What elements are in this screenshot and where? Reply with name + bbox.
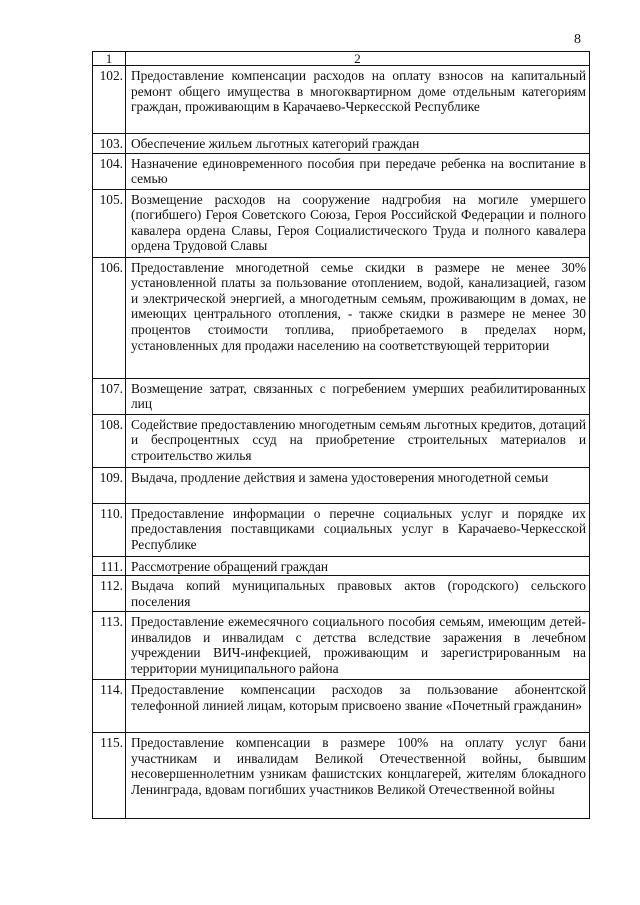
header-col-service: 2 — [126, 52, 590, 66]
row-number: 113. — [93, 612, 126, 680]
header-col-number: 1 — [93, 52, 126, 66]
row-number: 103. — [93, 134, 126, 154]
row-service-text: Выдача, продление действия и замена удостоверения многодетной семьи — [126, 467, 590, 503]
row-number: 106. — [93, 257, 126, 378]
table-row — [93, 503, 590, 556]
row-service-text: Назначение единовременного пособия при передаче ребенка на воспитание в семью — [126, 153, 590, 189]
row-service-text: Содействие предоставлению многодетным семьям льготных кредитов, дотаций и беспроцентных ссуд на приобретение строительных материалов и строительство жилья — [126, 414, 590, 467]
table-row — [93, 134, 590, 154]
table-row — [93, 414, 590, 467]
table-row — [93, 153, 590, 189]
row-number: 114. — [93, 680, 126, 733]
row-number: 104. — [93, 153, 126, 189]
row-number: 112. — [93, 576, 126, 612]
table-row — [93, 556, 590, 576]
row-number: 110. — [93, 503, 126, 556]
row-service-text: Выдача копий муниципальных правовых актов (городского) сельского поселения — [126, 576, 590, 612]
row-number: 102. — [93, 66, 126, 134]
table-row — [93, 680, 590, 733]
row-number: 105. — [93, 189, 126, 257]
page-number: 8 — [574, 32, 581, 47]
row-service-text: Предоставление компенсации расходов за пользование абонентской телефонной линией лицам, которым присвоено звание «Почетный гражданин» — [126, 680, 590, 733]
table-row — [93, 257, 590, 378]
table-row — [93, 612, 590, 680]
row-service-text: Предоставление информации о перечне социальных услуг и порядке их предоставления поставщиками социальных услуг в Карачаево-Черкесской Республике — [126, 503, 590, 556]
row-number: 111. — [93, 556, 126, 576]
table-row — [93, 378, 590, 414]
table-row — [93, 189, 590, 257]
row-service-text: Предоставление многодетной семье скидки в размере не менее 30% установленной платы за пользование отоплением, водой, канализацией, газом и электрической энергией, а многодетным семьям, проживающим в домах, не имеющих центрального отопления, - также скидки в размере не менее 30 процентов стоимости топлива, приобретаемого в пределах норм, установленных для продажи населению на соответствующей территории — [126, 257, 590, 378]
services-table — [92, 51, 590, 819]
row-service-text: Обеспечение жильем льготных категорий граждан — [126, 134, 590, 154]
row-number: 109. — [93, 467, 126, 503]
table-row — [93, 576, 590, 612]
table-row — [93, 467, 590, 503]
table-header-row — [93, 52, 590, 66]
row-number: 107. — [93, 378, 126, 414]
row-service-text: Предоставление компенсации в размере 100% на оплату услуг бани участникам и инвалидам Великой Отечественной войны, бывшим несовершеннолетним узникам фашистских концлагерей, жителям блокадного Ленинграда, вдовам погибших участников Великой Отечественной войны — [126, 733, 590, 819]
table-row — [93, 66, 590, 134]
row-service-text: Возмещение затрат, связанных с погребением умерших реабилитированных лиц — [126, 378, 590, 414]
row-number: 115. — [93, 733, 126, 819]
row-service-text: Предоставление компенсации расходов на оплату взносов на капитальный ремонт общего имущества в многоквартирном доме отдельным категориям граждан, проживающим в Карачаево-Черкесской Республике — [126, 66, 590, 134]
table-row — [93, 733, 590, 819]
row-number: 108. — [93, 414, 126, 467]
row-service-text: Предоставление ежемесячного социального пособия семьям, имеющим детей-инвалидов и инвалидам с детства вследствие заражения в лечебном учреждении ВИЧ-инфекцией, проживающим и зарегистрированным на территории муниципального района — [126, 612, 590, 680]
row-service-text: Рассмотрение обращений граждан — [126, 556, 590, 576]
row-service-text: Возмещение расходов на сооружение надгробия на могиле умершего (погибшего) Героя Советского Союза, Героя Российской Федерации и полного кавалера ордена Славы, Героя Социалистического Труда и полного кавалера ордена Трудовой Славы — [126, 189, 590, 257]
